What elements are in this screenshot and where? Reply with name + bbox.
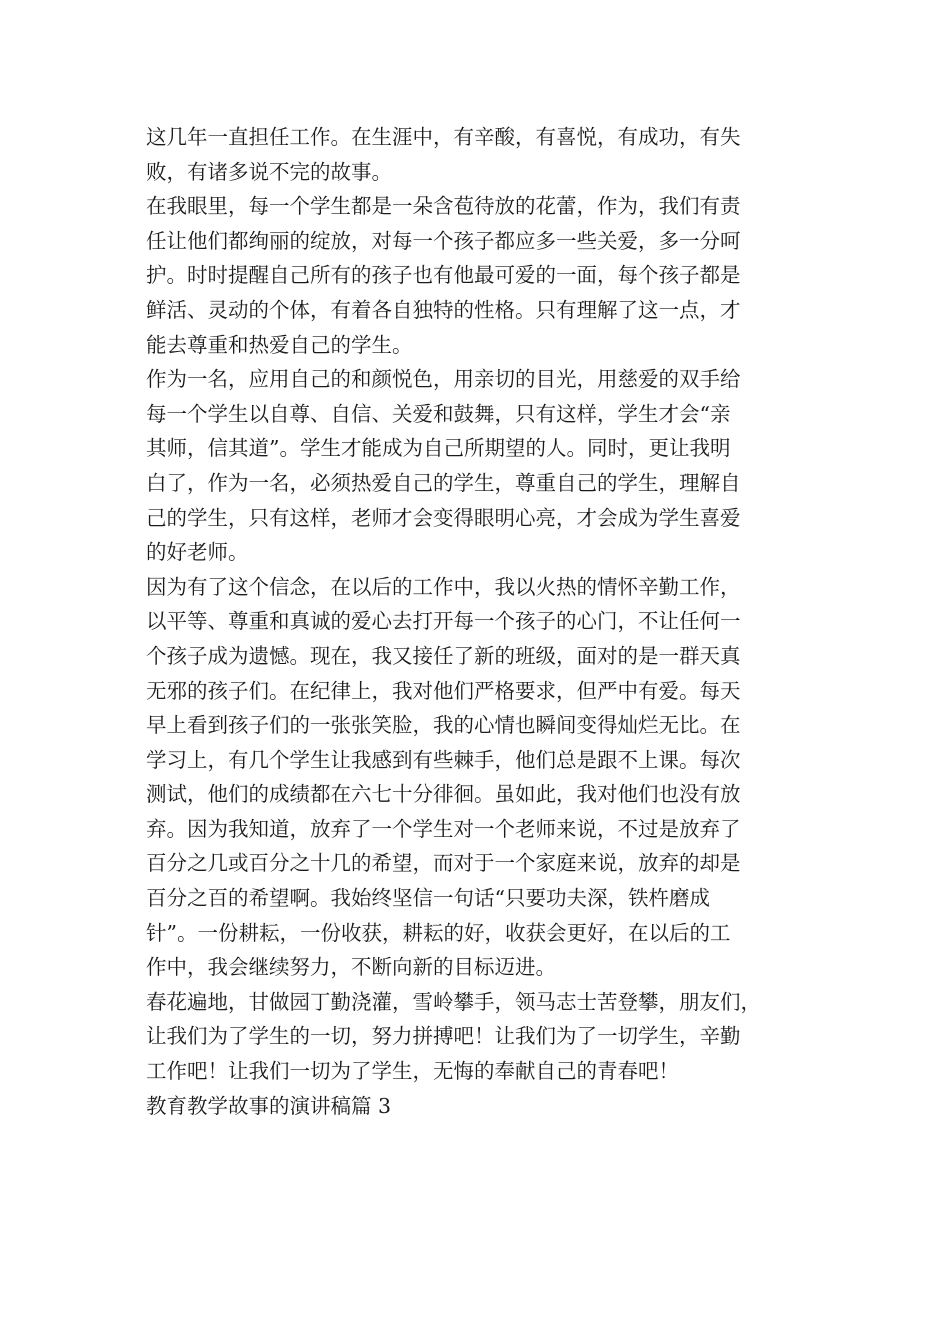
text-line: 针”。一份耕耘，一份收获，耕耘的好，收获会更好，在以后的工	[146, 920, 731, 945]
paragraph-5	[146, 985, 816, 1089]
text-line: 每一个学生以自尊、自信、关爱和鼓舞，只有这样，学生才会“亲	[146, 401, 731, 426]
paragraph-1	[146, 120, 816, 189]
paragraph-3	[146, 362, 816, 570]
text-line: 其师，信其道”。学生才能成为自己所期望的人。同时，更让我明	[146, 436, 731, 461]
text-line: 春花遍地，甘做园丁勤浇灌，雪岭攀手，领马志士苦登攀，朋友们，	[146, 989, 761, 1014]
text-line: 己的学生，只有这样，老师才会变得眼明心亮，才会成为学生喜爱	[146, 505, 741, 530]
text-line: 白了，作为一名，必须热爱自己的学生，尊重自己的学生，理解自	[146, 470, 741, 495]
text-line: 个孩子成为遗憾。现在，我又接任了新的班级，面对的是一群天真	[146, 643, 741, 668]
document-body	[146, 120, 816, 1123]
text-line: 护。时时提醒自己所有的孩子也有他最可爱的一面，每个孩子都是	[146, 263, 741, 288]
text-line: 以平等、尊重和真诚的爱心去打开每一个孩子的心门，不让任何一	[146, 609, 741, 634]
text-line: 弃。因为我知道，放弃了一个学生对一个老师来说，不过是放弃了	[146, 816, 741, 841]
text-line: 作中，我会继续努力，不断向新的目标迈进。	[146, 955, 556, 980]
text-line: 早上看到孩子们的一张张笑脸，我的心情也瞬间变得灿烂无比。在	[146, 713, 741, 738]
text-line: 百分之百的希望啊。我始终坚信一句话“只要功夫深，铁杵磨成	[146, 886, 710, 911]
text-line: 工作吧！让我们一切为了学生，无悔的奉献自己的青春吧！	[146, 1059, 679, 1084]
text-line: 作为一名，应用自己的和颜悦色，用亲切的目光，用慈爱的双手给	[146, 367, 741, 392]
section-heading: 教育教学故事的演讲稿篇 3	[146, 1093, 392, 1118]
text-line: 学习上，有几个学生让我感到有些棘手，他们总是跟不上课。每次	[146, 747, 741, 772]
text-line: 在我眼里，每一个学生都是一朵含苞待放的花蕾，作为，我们有责	[146, 194, 741, 219]
text-line: 能去尊重和热爱自己的学生。	[146, 332, 413, 357]
text-line: 因为有了这个信念，在以后的工作中，我以火热的情怀辛勤工作，	[146, 574, 741, 599]
text-line: 鲜活、灵动的个体，有着各自独特的性格。只有理解了这一点，才	[146, 297, 741, 322]
text-line: 任让他们都绚丽的绽放，对每一个孩子都应多一些关爱，多一分呵	[146, 228, 741, 253]
text-line: 测试，他们的成绩都在六七十分徘徊。虽如此，我对他们也没有放	[146, 782, 741, 807]
text-line: 的好老师。	[146, 540, 249, 565]
paragraph-4	[146, 570, 816, 985]
text-line: 败，有诸多说不完的故事。	[146, 159, 392, 184]
text-line: 无邪的孩子们。在纪律上，我对他们严格要求，但严中有爱。每天	[146, 678, 741, 703]
text-line: 这几年一直担任工作。在生涯中，有辛酸，有喜悦，有成功，有失	[146, 125, 741, 149]
text-line: 百分之几或百分之十几的希望，而对于一个家庭来说，放弃的却是	[146, 851, 741, 876]
text-line: 让我们为了学生的一切，努力拼搏吧！让我们为了一切学生，辛勤	[146, 1024, 741, 1049]
paragraph-2	[146, 189, 816, 362]
